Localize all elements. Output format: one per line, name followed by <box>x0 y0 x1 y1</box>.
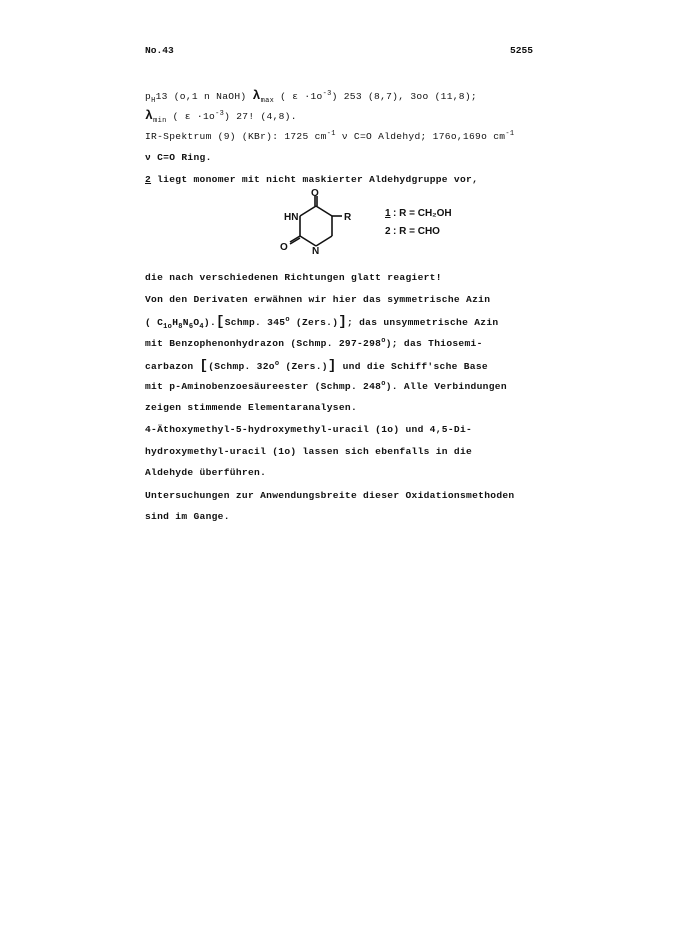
text-line-5: carbazon [(Schmp. $32o^o$ (Zers.)] und die Schiff'sche Base <box>145 358 488 374</box>
text-line-12: sind im Gange. <box>145 511 230 522</box>
lambda-symbol: λ <box>252 88 261 103</box>
text-line-7: zeigen stimmende Elementaranalysen. <box>145 402 358 413</box>
exp: -1 <box>326 130 336 138</box>
text-line-6: mit p-Aminobenzoesäureester (Schmp. 248$^o$). Alle Verbindungen <box>145 380 507 393</box>
label-1: : R = CH₂OH <box>393 208 452 219</box>
text-line-11: Untersuchungen zur Anwendungsbreite dieser Oxidationsmethoden <box>145 490 515 501</box>
epsilon-label: ( ε ·1o <box>166 111 216 122</box>
r-group: R <box>344 212 352 223</box>
max-sub: max <box>260 96 275 105</box>
exp: -3 <box>322 89 332 98</box>
ir-line <box>145 130 514 142</box>
uv-max-values: ) 253 (8,7), 3oo (11,8); <box>331 91 477 102</box>
oxygen-top: O <box>311 188 319 199</box>
hn-group: HN <box>284 212 299 223</box>
lambda-symbol: λ <box>145 108 154 123</box>
ph-value: 13 (o,1 n NaOH) <box>155 91 247 102</box>
uv-min-line <box>145 108 297 125</box>
oxygen-left: O <box>280 242 288 253</box>
label-2-number: 2 <box>385 226 391 237</box>
journal-number: No.43 <box>145 45 174 56</box>
ir-ring-line: ν C=O Ring. <box>145 152 212 163</box>
page-number: 5255 <box>510 45 534 56</box>
para-text: liegt monomer mit nicht maskierter Aldehydgruppe vor, <box>151 174 479 185</box>
nitrogen: N <box>312 246 320 257</box>
text-line-9: hydroxymethyl-uracil (1o) lassen sich ebenfalls in die <box>145 446 473 457</box>
para-monomer <box>145 174 478 185</box>
text-line-1: die nach verschiedenen Richtungen glatt reagiert! <box>145 272 442 283</box>
pyrimidine-structure <box>280 188 520 270</box>
exp: -1 <box>505 130 515 138</box>
ph-label: p <box>145 91 152 102</box>
text-line-2: Von den Derivaten erwähnen wir hier das symmetrische Azin <box>145 294 491 305</box>
label-2: : R = CHO <box>393 226 440 237</box>
min-sub: min <box>153 116 167 125</box>
label-1-number: 1 <box>385 208 391 219</box>
text-line-4: mit Benzophenonhydrazon (Schmp. 297-298$^o$); das Thiosemi- <box>145 337 483 350</box>
text-line-3: ( $C_{1o}H_8N_6O_4).[Schmp$. 345$^o$ (Zers.)]; das unsymmetrische Azin <box>145 314 499 331</box>
uv-min-values: ) 27! (4,8). <box>224 111 297 122</box>
ir-text: IR-Spektrum (9) (KBr): 1725 cm <box>145 131 327 143</box>
ph-sub: H <box>151 96 156 105</box>
text-line-10: Aldehyde überführen. <box>145 467 267 478</box>
ir-rest: ν C=O Aldehyd; 176o,169o cm <box>335 131 506 143</box>
exp: -3 <box>215 109 225 118</box>
text-line-8: 4-Äthoxymethyl-5-hydroxymethyl-uracil (1o) und 4,5-Di- <box>145 424 473 435</box>
uv-max-line <box>145 88 477 105</box>
epsilon-label: ( ε ·1o <box>274 91 323 102</box>
compound-number: 2 <box>145 174 152 185</box>
